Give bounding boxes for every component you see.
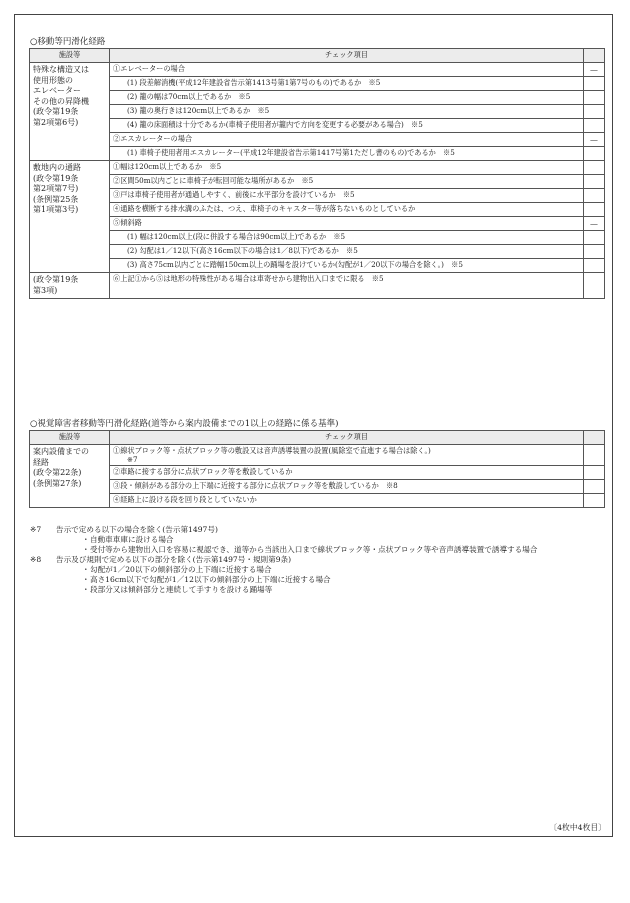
check-item-text: ⑤傾斜路 (113, 218, 142, 227)
table-row (30, 147, 605, 161)
note-item (30, 585, 605, 595)
check-mark-cell[interactable] (584, 273, 605, 299)
check-item (110, 203, 584, 217)
check-item (110, 217, 584, 231)
check-item (110, 259, 584, 273)
facility-line: 敷地内の通路 (33, 163, 81, 172)
check-mark-cell[interactable] (584, 480, 605, 494)
note-heading (30, 555, 605, 565)
table-row (30, 245, 605, 259)
facility-line: (政令第19条 (33, 173, 79, 183)
check-mark-cell[interactable] (584, 189, 605, 203)
check-item-text: ②区間50m以内ごとに車椅子が転回可能な場所があるか ※5 (113, 176, 314, 185)
table-row (30, 231, 605, 245)
check-item-text: (3) 高さ75cm以内ごとに踏幅150cm以上の踊場を設けているか(勾配が1／20以下の場合を除く。) ※5 (127, 260, 463, 269)
facility-line: 経路 (33, 457, 49, 467)
note-mark: ※8 (30, 555, 42, 564)
facility-line: (条例第27条) (33, 478, 82, 488)
check-item-text: ⑥上記①から⑤は地形の特殊性がある場合は車寄せから建物出入口までに限る ※5 (113, 274, 384, 283)
table-row (30, 445, 605, 466)
note-item-text: 高さ16cm以下で勾配が1／12以下の傾斜部分の上下端に近接する場合 (90, 575, 331, 584)
check-item-text: ②エスカレーターの場合 (113, 134, 193, 143)
check-item-text: (3) 籠の奥行きは120cm以上であるか ※5 (127, 106, 270, 115)
facility-line: 第3項) (33, 285, 58, 295)
table-row (30, 161, 605, 175)
table-row (30, 63, 605, 77)
check-item (110, 63, 584, 77)
note-item-text: 受付等から建物出入口を容易に視認でき、道等から当該出入口まで線状ブロック等・点状ブロック等や音声誘導装置で誘導する場合 (90, 545, 538, 554)
table-row (30, 189, 605, 203)
note-item (30, 535, 605, 545)
check-item (110, 494, 584, 508)
check-item (110, 480, 584, 494)
check-mark-cell[interactable] (584, 105, 605, 119)
facility-line: (政令第22条) (33, 468, 82, 477)
check-item (110, 77, 584, 91)
table-row (30, 77, 605, 91)
check-mark-cell[interactable] (584, 466, 605, 480)
note-text: 告示及び規則で定める以下の部分を除く(告示第1497号・規則第9条) (56, 555, 292, 564)
facility-line: その他の昇降機 (33, 96, 89, 106)
check-item (110, 175, 584, 189)
note-item-text: 勾配が1／20以下の傾斜部分の上下端に近接する場合 (90, 565, 272, 574)
check-item (110, 245, 584, 259)
page-number: 〔4枚中4枚目〕 (549, 823, 606, 832)
table-row (30, 217, 605, 231)
facility-line: 第1項第3号) (33, 205, 79, 214)
check-item (110, 466, 584, 480)
check-item (110, 445, 584, 466)
table-row (30, 91, 605, 105)
table-row (30, 259, 605, 273)
facility-line: 第2項第7号) (33, 184, 79, 193)
header-facility: 施設等 (30, 431, 110, 445)
facility-line: (政令第19条 (33, 275, 79, 284)
section1-checklist-table (29, 48, 605, 299)
header-mark-column (584, 431, 605, 445)
check-mark-cell[interactable] (584, 91, 605, 105)
note-mark: ※7 (30, 525, 42, 534)
facility-cell (30, 273, 110, 299)
check-mark-cell[interactable] (584, 175, 605, 189)
note-item-text: 段部分又は傾斜部分と連続して手すりを設ける踊場等 (90, 585, 273, 594)
footnotes (30, 525, 605, 595)
check-mark-cell[interactable] (584, 119, 605, 133)
section2-title: ○視覚障害者移動等円滑化経路(道等から案内設備までの1以上の経路に係る基準) (30, 419, 339, 429)
check-item (110, 231, 584, 245)
check-mark-cell[interactable] (584, 77, 605, 91)
note-item-text: 自動車車庫に設ける場合 (90, 535, 174, 544)
check-mark-cell[interactable]: ― (584, 217, 605, 231)
facility-line: (政令第19条 (33, 107, 79, 116)
header-facility: 施設等 (30, 49, 110, 63)
check-item (110, 147, 584, 161)
check-item (110, 161, 584, 175)
header-check-items: チェック項目 (110, 431, 584, 445)
check-item (110, 91, 584, 105)
bullet: ・ (82, 585, 90, 594)
facility-cell (30, 63, 110, 161)
table-row (30, 480, 605, 494)
check-item-text: ②車路に接する部分に点状ブロック等を敷設しているか (113, 467, 293, 476)
check-mark-cell[interactable]: ― (584, 63, 605, 77)
check-item-text: (2) 勾配は1／12以下(高さ16cm以下の場合は1／8以下)であるか ※5 (127, 246, 358, 255)
header-check-items: チェック項目 (110, 49, 584, 63)
bullet: ・ (82, 565, 90, 574)
check-item-text: (1) 幅は120cm以上(段に併設する場合は90cm以上)であるか ※5 (127, 232, 346, 241)
check-item-text: ①エレベーターの場合 (113, 64, 185, 73)
facility-line: エレベーター (33, 86, 81, 95)
check-mark-cell[interactable] (584, 259, 605, 273)
facility-cell (30, 445, 110, 508)
check-mark-cell[interactable] (584, 203, 605, 217)
note-item (30, 545, 605, 555)
check-item-text: (4) 籠の床面積は十分であるか(車椅子使用者が籠内で方向を変更する必要がある場合) ※5 (127, 120, 423, 129)
table-row (30, 494, 605, 508)
check-mark-cell[interactable] (584, 147, 605, 161)
table-row (30, 105, 605, 119)
check-item-text: ①線状ブロック等・点状ブロック等の敷設又は音声誘導装置の設置(風除室で直進する場合は除く。) (113, 446, 431, 455)
check-item (110, 273, 584, 299)
check-mark-cell[interactable] (584, 231, 605, 245)
facility-line: 特殊な構造又は (33, 65, 89, 74)
facility-line: (条例第25条 (33, 194, 79, 204)
check-item-text: ③戸は車椅子使用者が通過しやすく、前後に水平部分を設けているか ※5 (113, 190, 355, 199)
note-item (30, 565, 605, 575)
section1-title: ○移動等円滑化経路 (30, 37, 106, 47)
header-mark-column (584, 49, 605, 63)
check-item (110, 189, 584, 203)
check-item (110, 119, 584, 133)
bullet: ・ (82, 535, 90, 544)
check-mark-cell[interactable] (584, 445, 605, 466)
check-item-text: (2) 籠の幅は70cm以上であるか ※5 (127, 92, 251, 101)
check-item-text: ④通路を横断する排水溝のふたは、つえ、車椅子のキャスター等が落ちないものとしているか (113, 204, 416, 213)
check-item-text: ③段・傾斜がある部分の上下端に近接する部分に点状ブロック等を敷設しているか ※8 (113, 481, 398, 490)
check-mark-cell[interactable] (584, 245, 605, 259)
check-item-text: (1) 段差解消機(平成12年建設省告示第1413号第1第7号のもの)であるか ※5 (127, 78, 381, 87)
facility-line: 案内設備までの (33, 447, 89, 456)
note-heading (30, 525, 605, 535)
check-mark-cell[interactable] (584, 161, 605, 175)
facility-line: 第2項第6号) (33, 117, 79, 127)
table-row (30, 203, 605, 217)
check-item-note-ref: ※7 (127, 455, 138, 464)
check-item-text: ①幅は120cm以上であるか ※5 (113, 162, 222, 171)
note-item (30, 575, 605, 585)
check-item-text: ④経路上に設ける段を回り段としていないか (113, 495, 257, 504)
bullet: ・ (82, 575, 90, 584)
table-row (30, 133, 605, 147)
table-row (30, 119, 605, 133)
section2-checklist-table (29, 430, 605, 508)
facility-line: 使用形態の (33, 75, 73, 85)
check-mark-cell[interactable]: ― (584, 133, 605, 147)
table-row (30, 273, 605, 299)
check-item (110, 105, 584, 119)
note-text: 告示で定める以下の場合を除く(告示第1497号) (56, 525, 218, 534)
facility-cell (30, 161, 110, 273)
table-row (30, 175, 605, 189)
bullet: ・ (82, 545, 90, 554)
table-row (30, 466, 605, 480)
check-item-text: (1) 車椅子使用者用エスカレーター(平成12年建設省告示第1417号第1ただし書のもの)であるか ※5 (127, 148, 455, 157)
check-item (110, 133, 584, 147)
check-mark-cell[interactable] (584, 494, 605, 508)
